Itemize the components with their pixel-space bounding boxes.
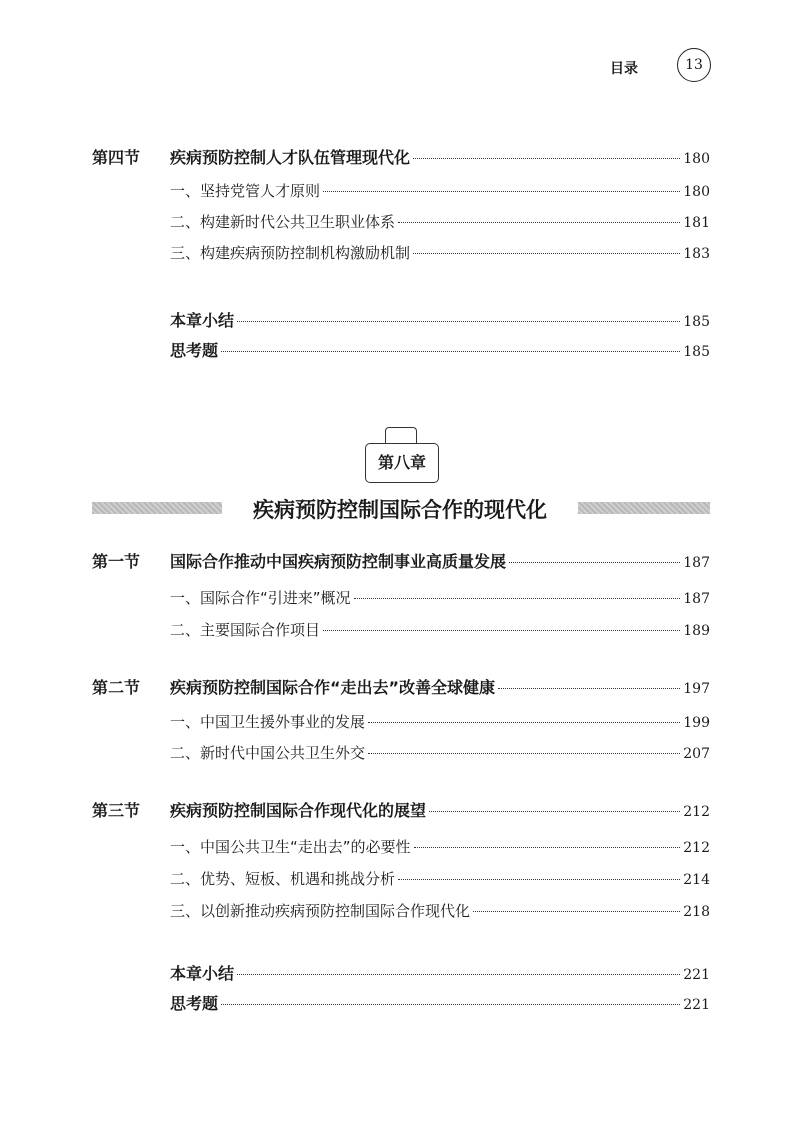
section-label: 第二节: [92, 678, 141, 697]
dot-leader: [398, 879, 680, 880]
toc-item[interactable]: [170, 711, 710, 733]
page-ref: 221: [683, 997, 710, 1013]
dot-leader: [413, 253, 680, 254]
summary-title: 本章小结: [170, 311, 235, 330]
section-label: 第四节: [92, 148, 141, 167]
toc-item[interactable]: [170, 180, 710, 202]
page-number: 13: [677, 48, 711, 82]
page-ref: 212: [683, 840, 710, 856]
page-ref: 199: [683, 715, 710, 731]
toc-summary[interactable]: [170, 308, 710, 330]
section-title: 疾病预防控制人才队伍管理现代化: [170, 148, 411, 167]
item-title: 一、中国卫生援外事业的发展: [170, 713, 366, 731]
page-ref: 218: [683, 904, 710, 920]
dot-leader: [414, 847, 681, 848]
page-ref: 212: [683, 804, 710, 820]
questions-title: 思考题: [170, 341, 219, 360]
chapter-title: 疾病预防控制国际合作的现代化: [253, 498, 547, 522]
dot-leader: [368, 753, 680, 754]
dot-leader: [429, 811, 680, 812]
dot-leader: [509, 562, 680, 563]
page-ref: 180: [683, 151, 710, 167]
page-ref: 181: [683, 215, 710, 231]
summary-title: 本章小结: [170, 964, 235, 983]
dot-leader: [473, 911, 680, 912]
dot-leader: [398, 222, 680, 223]
section-title: 国际合作推动中国疾病预防控制事业高质量发展: [170, 552, 507, 571]
toc-section[interactable]: [92, 675, 710, 697]
section-label: 第一节: [92, 552, 141, 571]
item-title: 三、以创新推动疾病预防控制国际合作现代化: [170, 902, 471, 920]
dot-leader: [221, 351, 680, 352]
section-title: 疾病预防控制国际合作现代化的展望: [170, 801, 427, 820]
section-title: 疾病预防控制国际合作“走出去”改善全球健康: [170, 678, 496, 697]
dot-leader: [221, 1004, 680, 1005]
toc-item[interactable]: [170, 742, 710, 764]
dot-leader: [498, 688, 680, 689]
dot-leader: [368, 722, 680, 723]
page-ref: 187: [683, 555, 710, 571]
questions-title: 思考题: [170, 994, 219, 1013]
running-header-label: 目录: [610, 61, 638, 77]
toc-item[interactable]: [170, 619, 710, 641]
item-title: 二、优势、短板、机遇和挑战分析: [170, 870, 396, 888]
page-ref: 189: [683, 623, 710, 639]
page-ref: 207: [683, 746, 710, 762]
toc-item[interactable]: [170, 242, 710, 264]
item-title: 二、主要国际合作项目: [170, 621, 321, 639]
item-title: 一、坚持党管人才原则: [170, 182, 321, 200]
dot-leader: [413, 158, 680, 159]
toc-section[interactable]: [92, 549, 710, 571]
item-title: 二、构建新时代公共卫生职业体系: [170, 213, 396, 231]
item-title: 一、国际合作“引进来”概况: [170, 589, 351, 607]
dot-leader: [237, 321, 680, 322]
item-title: 三、构建疾病预防控制机构激励机制: [170, 244, 411, 262]
page-ref: 214: [683, 872, 710, 888]
toc-questions[interactable]: [170, 338, 710, 360]
item-title: 二、新时代中国公共卫生外交: [170, 744, 366, 762]
page-ref: 221: [683, 967, 710, 983]
page-ref: 197: [683, 681, 710, 697]
item-title: 一、中国公共卫生“走出去”的必要性: [170, 838, 411, 856]
toc-item[interactable]: [170, 900, 710, 922]
page-ref: 183: [683, 246, 710, 262]
toc-questions[interactable]: [170, 991, 710, 1013]
toc-item[interactable]: [170, 836, 710, 858]
page-ref: 180: [683, 184, 710, 200]
toc-item[interactable]: [170, 868, 710, 890]
chapter-badge: 第八章: [365, 443, 439, 483]
section-label: 第三节: [92, 801, 141, 820]
toc-item[interactable]: [170, 587, 710, 609]
toc-section[interactable]: [92, 798, 710, 820]
page-ref: 185: [683, 344, 710, 360]
page-ref: 187: [683, 591, 710, 607]
dot-leader: [323, 630, 680, 631]
toc-summary[interactable]: [170, 961, 710, 983]
page-ref: 185: [683, 314, 710, 330]
dot-leader: [237, 974, 680, 975]
toc-item[interactable]: [170, 211, 710, 233]
chapter-badge-handle: [385, 427, 417, 444]
dot-leader: [354, 598, 681, 599]
toc-section[interactable]: [92, 145, 710, 167]
dot-leader: [323, 191, 680, 192]
